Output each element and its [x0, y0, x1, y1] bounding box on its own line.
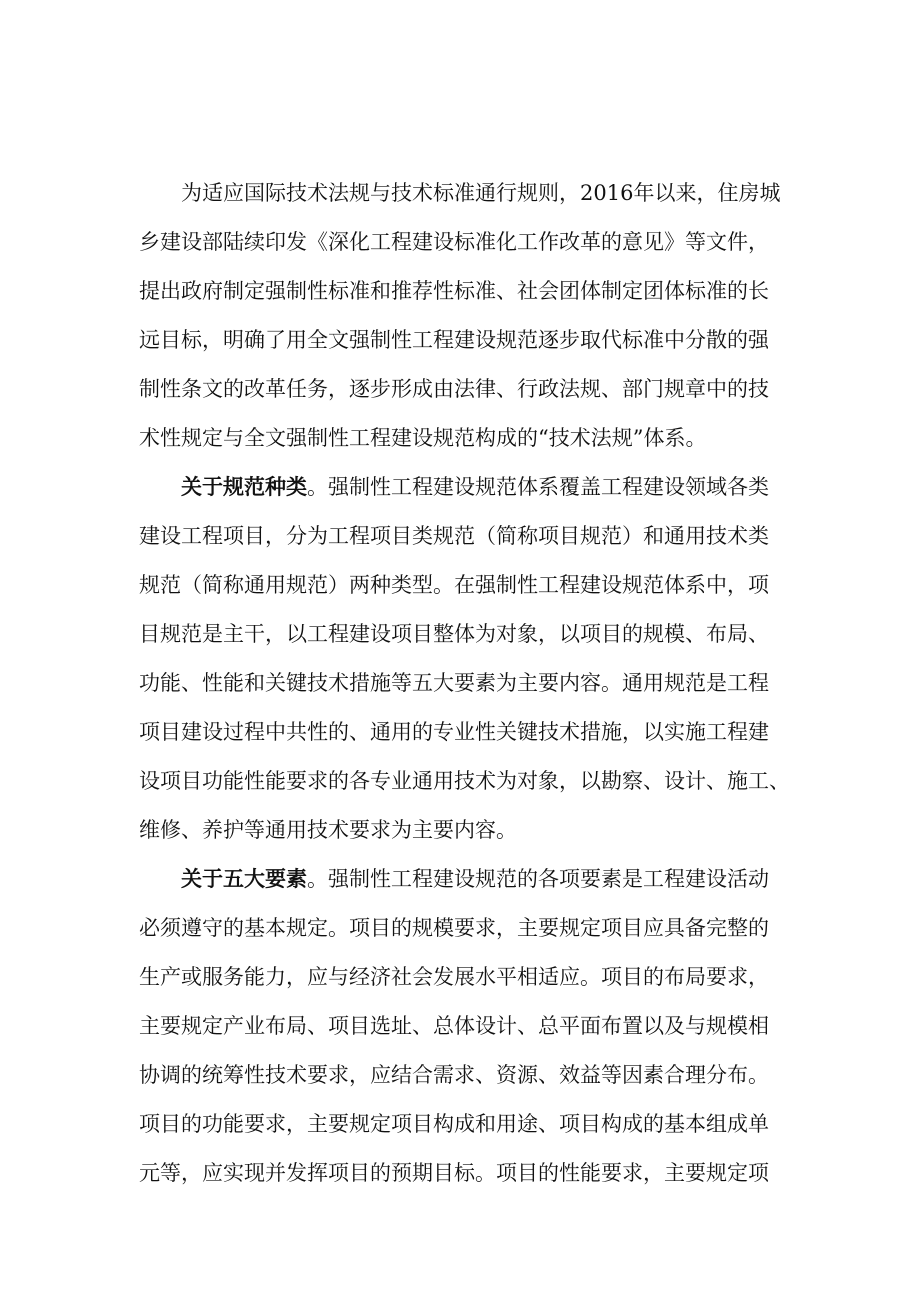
paragraph-1-line-6: 术性规定与全文强制性工程建设规范构成的“技术法规”体系。 — [139, 426, 707, 450]
paragraph-2-line-6: 项目建设过程中共性的、通用的专业性关键技术措施，以实施工程建 — [139, 720, 769, 744]
paragraph-2-line-7: 设项目功能性能要求的各专业通用技术为对象，以勘察、设计、施工、 — [139, 769, 790, 793]
paragraph-2-line-1 — [181, 475, 769, 499]
paragraph-3-line-7: 元等，应实现并发挥项目的预期目标。项目的性能要求，主要规定项 — [139, 1161, 769, 1185]
paragraph-2-line-1-text: 。强制性工程建设规范体系覆盖工程建设领域各类 — [307, 475, 769, 499]
paragraph-3-line-2: 必须遵守的基本规定。项目的规模要求，主要规定项目应具备完整的 — [139, 916, 769, 940]
paragraph-3-line-4: 主要规定产业布局、项目选址、总体设计、总平面布置以及与规模相 — [139, 1014, 769, 1038]
paragraph-3-line-3: 生产或服务能力，应与经济社会发展水平相适应。项目的布局要求， — [139, 965, 769, 989]
paragraph-3-line-1-text: 。强制性工程建设规范的各项要素是工程建设活动 — [307, 867, 769, 891]
paragraph-2-lead: 关于规范种类 — [181, 474, 307, 499]
paragraph-3-lead: 关于五大要素 — [181, 866, 307, 891]
paragraph-2-line-3: 规范（简称通用规范）两种类型。在强制性工程建设规范体系中，项 — [139, 573, 769, 597]
paragraph-2-line-2: 建设工程项目，分为工程项目类规范（简称项目规范）和通用技术类 — [139, 524, 769, 548]
paragraph-1-line-3: 提出政府制定强制性标准和推荐性标准、社会团体制定团体标准的长 — [139, 279, 769, 303]
paragraph-3-line-6: 项目的功能要求，主要规定项目构成和用途、项目构成的基本组成单 — [139, 1112, 769, 1136]
paragraph-1-line-5: 制性条文的改革任务，逐步形成由法律、行政法规、部门规章中的技 — [139, 377, 769, 401]
paragraph-2-line-8: 维修、养护等通用技术要求为主要内容。 — [139, 818, 517, 842]
paragraph-2-line-4: 目规范是主干，以工程建设项目整体为对象，以项目的规模、布局、 — [139, 622, 769, 646]
paragraph-1-line-2: 乡建设部陆续印发《深化工程建设标准化工作改革的意见》等文件， — [139, 230, 769, 254]
paragraph-2-line-5: 功能、性能和关键技术措施等五大要素为主要内容。通用规范是工程 — [139, 671, 769, 695]
paragraph-1-line-4: 远目标，明确了用全文强制性工程建设规范逐步取代标准中分散的强 — [139, 328, 769, 352]
paragraph-3-line-5: 协调的统筹性技术要求，应结合需求、资源、效益等因素合理分布。 — [139, 1063, 769, 1087]
paragraph-1-line-1: 为适应国际技术法规与技术标准通行规则，2016年以来，住房城 — [181, 181, 781, 205]
paragraph-3-line-1 — [181, 867, 769, 891]
